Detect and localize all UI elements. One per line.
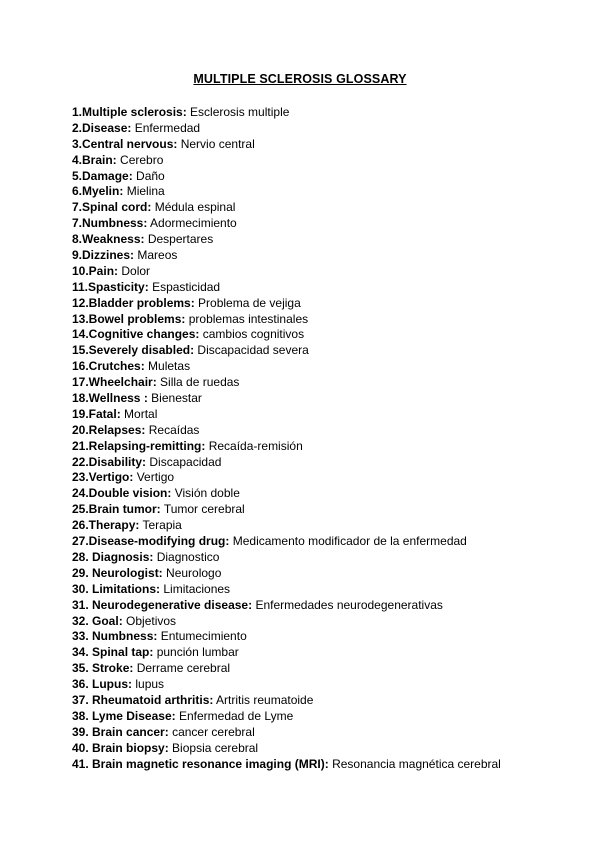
glossary-term: 7.Spinal cord: [72, 200, 152, 215]
glossary-entry [72, 661, 592, 677]
glossary-entry [72, 423, 592, 439]
glossary-entry [72, 343, 592, 359]
glossary-entry [72, 550, 592, 566]
glossary-entry [72, 502, 592, 518]
glossary-term: 6.Myelin: [72, 184, 124, 199]
glossary-translation: Mortal [124, 406, 158, 421]
glossary-translation: cambios cognitivos [202, 327, 305, 342]
glossary-translation: Silla de ruedas [160, 375, 240, 390]
glossary-term: 40. Brain biopsy: [72, 740, 169, 755]
glossary-translation: Enfermedad de Lyme [178, 708, 294, 723]
glossary-translation: Resonancia magnética cerebral [332, 756, 501, 771]
glossary-term: 31. Neurodegenerative disease: [72, 597, 253, 612]
glossary-translation: Enfermedades neurodegenerativas [255, 597, 443, 612]
glossary-term: 17.Wheelchair: [72, 375, 157, 390]
glossary-entry [72, 741, 592, 757]
glossary-translation: Enfermedad [134, 120, 201, 135]
glossary-translation: Espasticidad [152, 279, 221, 294]
glossary-translation: cancer cerebral [172, 724, 255, 739]
glossary-translation: Artritis reumatoide [216, 692, 314, 707]
glossary-translation: Cerebro [120, 152, 164, 167]
glossary-term: 14.Cognitive changes: [72, 327, 200, 342]
glossary-entry [72, 248, 592, 264]
glossary-term: 29. Neurologist: [72, 565, 163, 580]
glossary-term: 32. Goal: [72, 613, 123, 628]
glossary-term: 3.Central nervous: [72, 136, 178, 151]
glossary-entry [72, 725, 592, 741]
glossary-term: 13.Bowel problems: [72, 311, 186, 326]
glossary-translation: Muletas [148, 359, 191, 374]
glossary-entry [72, 184, 592, 200]
glossary-term: 26.Therapy: [72, 518, 140, 533]
glossary-translation: Adormecimiento [150, 216, 237, 231]
glossary-translation: Limitaciones [163, 581, 231, 596]
glossary-term: 39. Brain cancer: [72, 724, 169, 739]
glossary-entry [72, 407, 592, 423]
glossary-entry [72, 582, 592, 598]
glossary-entry [72, 216, 592, 232]
glossary-translation: Mielina [126, 184, 165, 199]
glossary-entry [72, 296, 592, 312]
glossary-translation: Visión doble [174, 486, 240, 501]
glossary-term: 19.Fatal: [72, 406, 121, 421]
glossary-term: 28. Diagnosis: [72, 549, 154, 564]
glossary-term: 34. Spinal tap: [72, 645, 154, 660]
glossary-translation: Tumor cerebral [163, 502, 245, 517]
glossary-translation: Nervio central [180, 136, 255, 151]
glossary-entry [72, 629, 592, 645]
glossary-translation: Neurologo [166, 565, 222, 580]
glossary-entry [72, 105, 592, 121]
glossary-entry [72, 200, 592, 216]
glossary-term: 37. Rheumatoid arthritis: [72, 692, 214, 707]
glossary-term: 10.Pain: [72, 263, 119, 278]
glossary-term: 18.Wellness : [72, 391, 148, 406]
glossary-translation: Derrame cerebral [136, 661, 231, 676]
glossary-term: 27.Disease-modifying drug: [72, 534, 230, 549]
glossary-translation: Problema de vejiga [198, 295, 301, 310]
glossary-entry [72, 645, 592, 661]
glossary-translation: Esclerosis multiple [190, 105, 290, 119]
glossary-entry [72, 232, 592, 248]
glossary-term: 9.Dizzines: [72, 248, 135, 263]
glossary-term: 1.Multiple sclerosis: [72, 105, 187, 119]
glossary-entry [72, 534, 592, 550]
glossary-translation: Dolor [121, 263, 151, 278]
glossary-term: 5.Damage: [72, 168, 133, 183]
glossary-entry [72, 137, 592, 153]
glossary-term: 23.Vertigo: [72, 470, 134, 485]
glossary-translation: Vertigo [136, 470, 175, 485]
glossary-entry [72, 264, 592, 280]
glossary-term: 38. Lyme Disease: [72, 708, 176, 723]
glossary-entry [72, 359, 592, 375]
glossary-translation: problemas intestinales [188, 311, 309, 326]
glossary-entry [72, 470, 592, 486]
glossary-term: 12.Bladder problems: [72, 295, 195, 310]
glossary-term: 24.Double vision: [72, 486, 172, 501]
glossary-translation: Discapacidad [149, 454, 222, 469]
glossary-translation: Daño [136, 168, 165, 183]
glossary-entry [72, 677, 592, 693]
glossary-entry [72, 757, 592, 773]
glossary-term: 7.Numbness: [72, 216, 148, 231]
glossary-entry [72, 455, 592, 471]
glossary-term: 35. Stroke: [72, 661, 134, 676]
glossary-entry [72, 280, 592, 296]
glossary-translation: Discapacidad severa [197, 343, 309, 358]
glossary-term: 4.Brain: [72, 152, 117, 167]
glossary-entry [72, 486, 592, 502]
glossary-translation: Médula espinal [154, 200, 236, 215]
glossary-term: 25.Brain tumor: [72, 502, 161, 517]
glossary-translation: Despertares [147, 232, 214, 247]
glossary-term: 30. Limitations: [72, 581, 161, 596]
glossary-term: 16.Crutches: [72, 359, 145, 374]
glossary-translation: Recaída-remisión [208, 438, 303, 453]
glossary-entry [72, 375, 592, 391]
glossary-entry [72, 518, 592, 534]
glossary-term: 41. Brain magnetic resonance imaging (MRI): [72, 756, 329, 771]
glossary-term: 2.Disease: [72, 120, 132, 135]
glossary-translation: Recaídas [148, 422, 200, 437]
glossary-translation: Entumecimiento [160, 629, 247, 644]
glossary-translation: Terapia [142, 518, 182, 533]
glossary-term: 33. Numbness: [72, 629, 158, 644]
glossary-entry [72, 121, 592, 137]
glossary-translation: Objetivos [126, 613, 177, 628]
glossary-entry [72, 439, 592, 455]
glossary-entry [72, 153, 592, 169]
glossary-term: 22.Disability: [72, 454, 147, 469]
page-title: MULTIPLE SCLEROSIS GLOSSARY [193, 72, 407, 86]
glossary-term: 21.Relapsing-remitting: [72, 438, 206, 453]
glossary-entry [72, 614, 592, 630]
glossary-entry [72, 709, 592, 725]
glossary-translation: lupus [135, 677, 165, 692]
glossary-entry [72, 391, 592, 407]
glossary-term: 36. Lupus: [72, 677, 133, 692]
glossary-entry [72, 312, 592, 328]
glossary-list [72, 105, 592, 772]
glossary-translation: punción lumbar [156, 645, 239, 660]
glossary-entry [72, 598, 592, 614]
glossary-entry [72, 327, 592, 343]
glossary-term: 15.Severely disabled: [72, 343, 195, 358]
glossary-entry [72, 169, 592, 185]
glossary-translation: Medicamento modificador de la enfermedad [232, 534, 467, 549]
glossary-translation: Mareos [137, 248, 178, 263]
glossary-term: 8.Weakness: [72, 232, 145, 247]
glossary-translation: Biopsia cerebral [172, 740, 259, 755]
glossary-term: 11.Spasticity: [72, 279, 149, 294]
glossary-translation: Bienestar [151, 391, 202, 406]
glossary-entry [72, 566, 592, 582]
glossary-term: 20.Relapses: [72, 422, 146, 437]
glossary-translation: Diagnostico [156, 549, 220, 564]
glossary-entry [72, 693, 592, 709]
